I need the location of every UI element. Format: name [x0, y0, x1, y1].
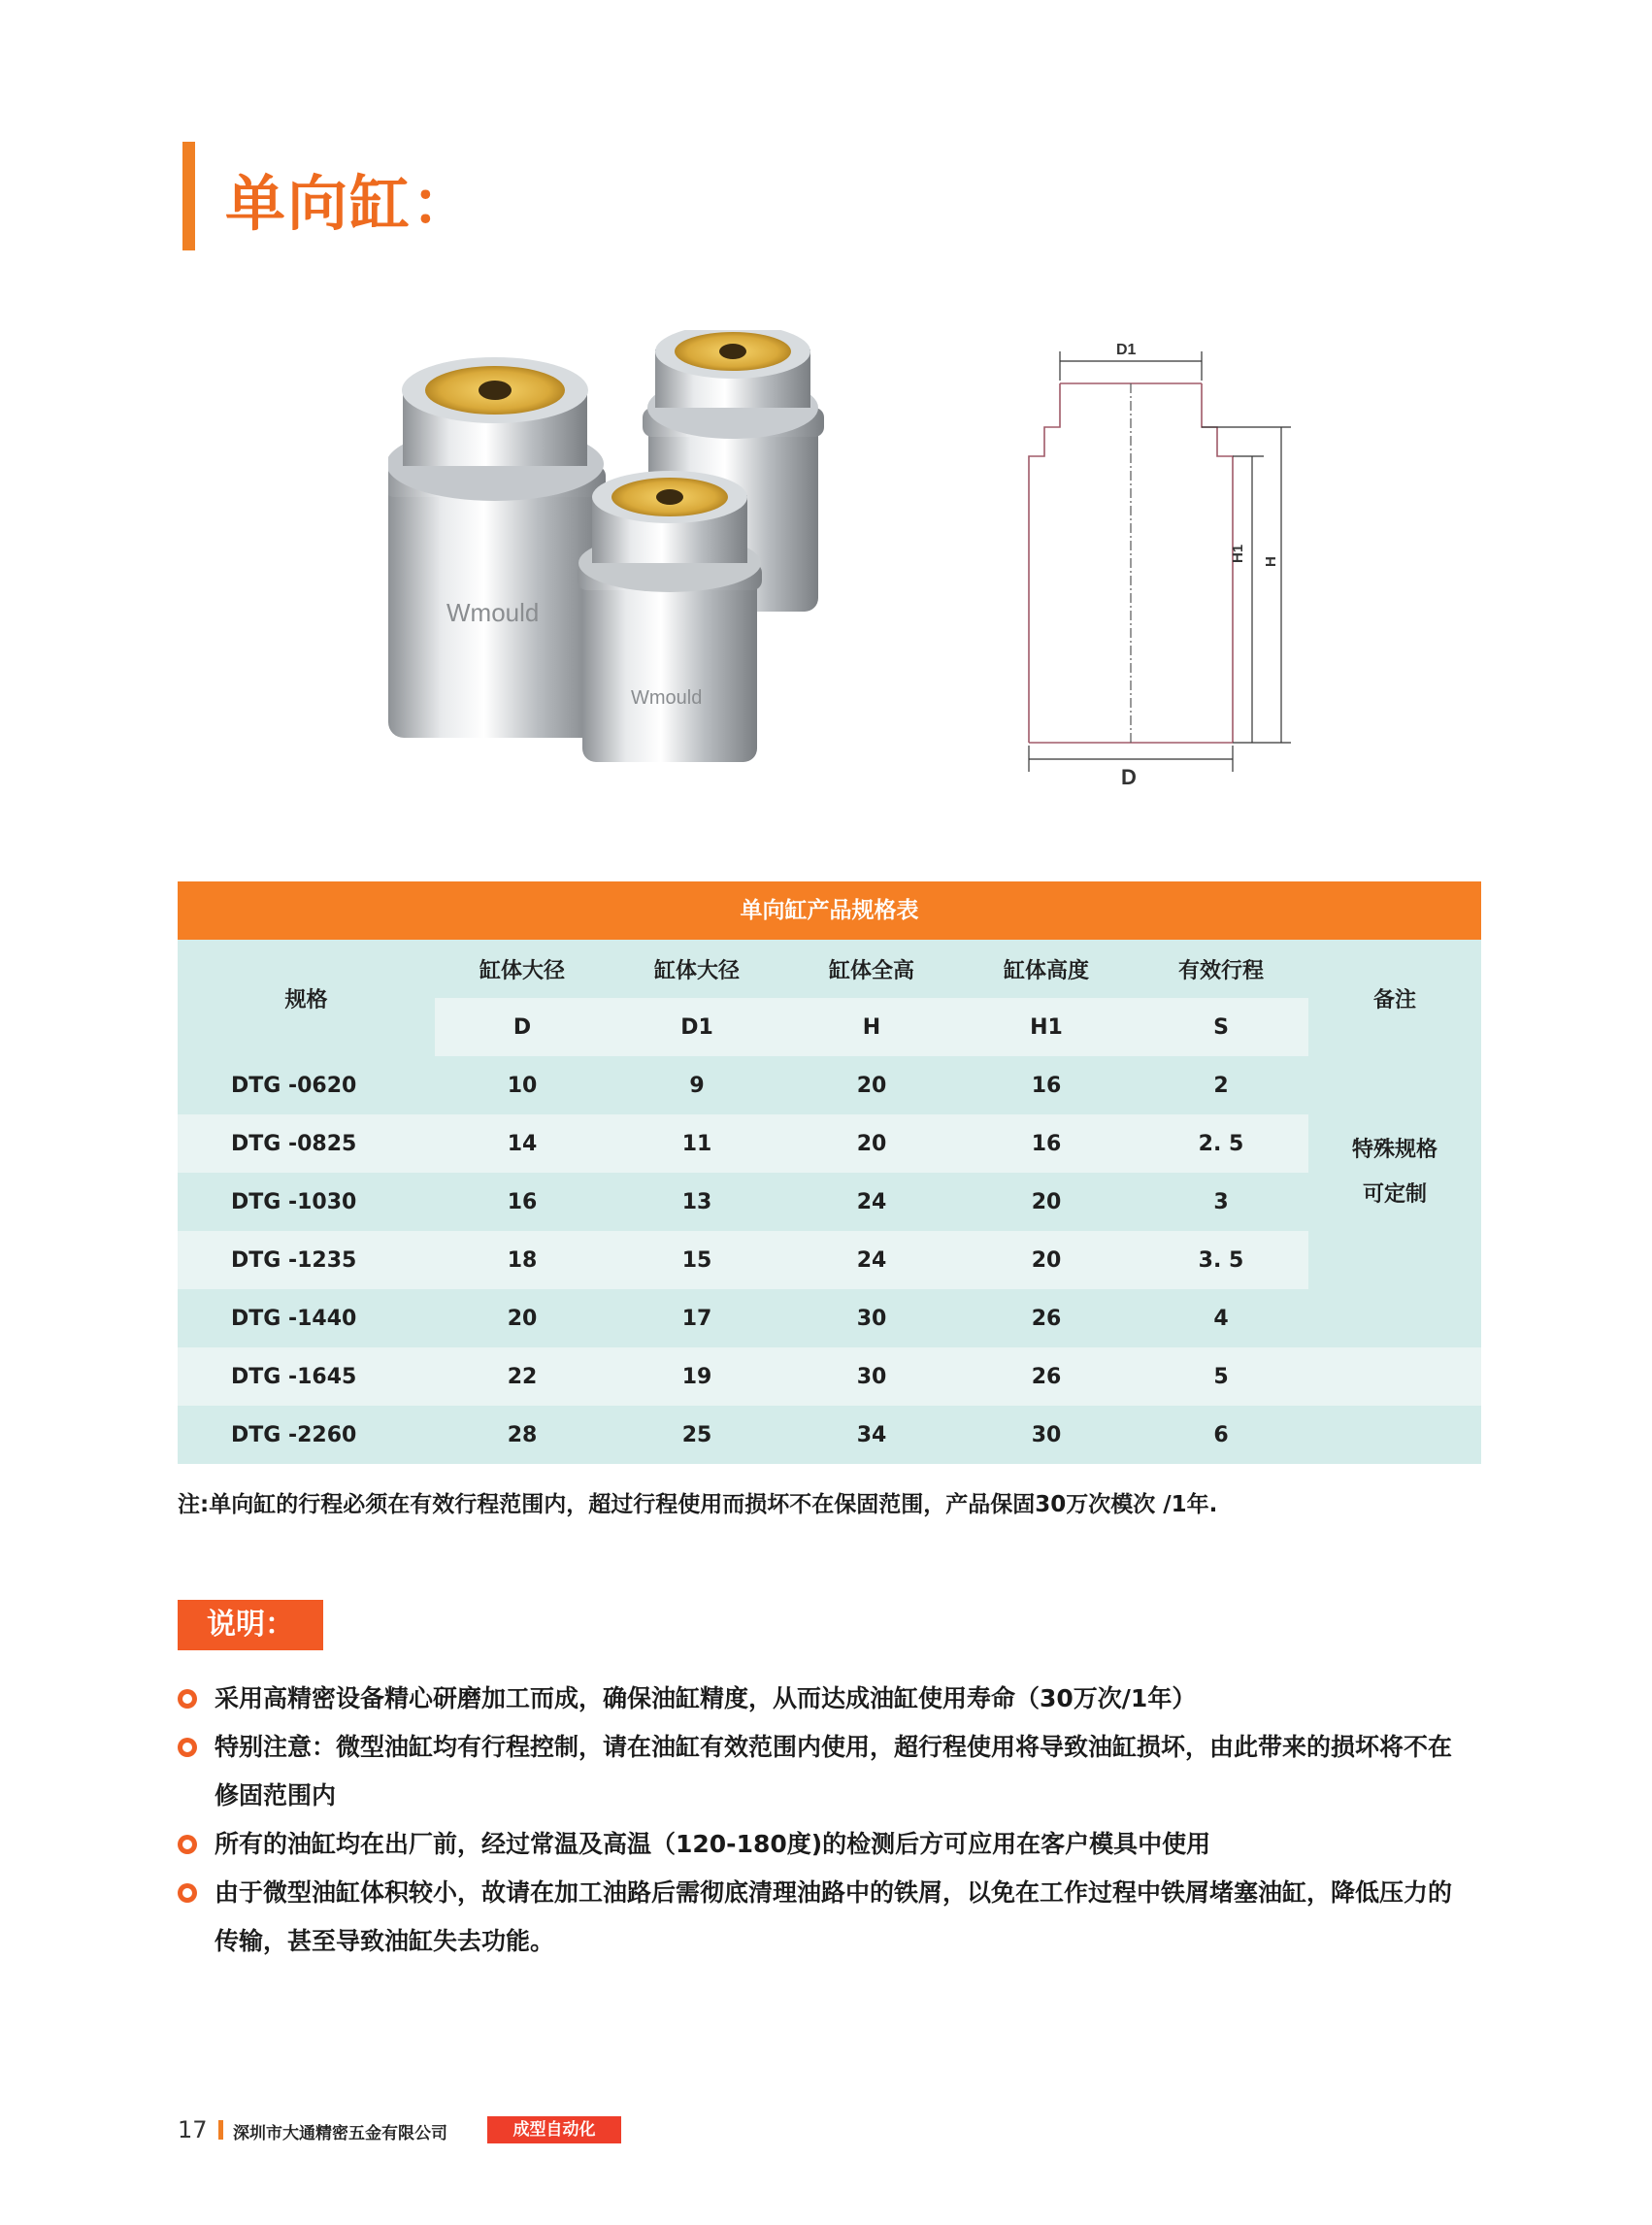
cell-value: 26: [959, 1347, 1134, 1406]
cell-value: 3: [1134, 1173, 1308, 1231]
header-top: 缸体全高: [784, 940, 959, 998]
dimension-drawing: [1009, 340, 1301, 786]
list-item: [178, 1869, 1469, 1966]
list-item: [178, 1723, 1469, 1820]
cell-value: 13: [610, 1173, 784, 1231]
brand-mark-front: Wmould: [631, 687, 703, 709]
cell-value: 25: [610, 1406, 784, 1464]
cell-value: 19: [610, 1347, 784, 1406]
cell-value: 24: [784, 1173, 959, 1231]
cell-value: 17: [610, 1289, 784, 1347]
page-number: 17: [178, 2116, 208, 2143]
cell-code: DTG -1645: [178, 1347, 435, 1406]
cell-value: 16: [959, 1114, 1134, 1173]
spec-table-wrap: [178, 881, 1481, 1464]
cell-value: 5: [1134, 1347, 1308, 1406]
footer-tag: 成型自动化: [487, 2116, 621, 2143]
cell-value: 16: [435, 1173, 610, 1231]
cell-value: 30: [959, 1406, 1134, 1464]
h1-label: H1: [1230, 544, 1246, 563]
cell-value: 18: [435, 1231, 610, 1289]
header-top: 缸体大径: [610, 940, 784, 998]
brand-mark-left: Wmould: [446, 598, 540, 627]
cell-code: DTG -2260: [178, 1406, 435, 1464]
bullet-text: 由于微型油缸体积较小，故请在加工油路后需彻底清理油路中的铁屑，以免在工作过程中铁屑堵塞油缸，降低压力的传输，甚至导致油缸失去功能。: [215, 1878, 1453, 1955]
cell-value: 26: [959, 1289, 1134, 1347]
header-top: 缸体高度: [959, 940, 1134, 998]
cylinder-front: [578, 471, 762, 762]
table-row: [178, 1406, 1481, 1464]
remark-empty: [1308, 1289, 1481, 1347]
table-header-row: [178, 940, 1481, 998]
cell-value: 3. 5: [1134, 1231, 1308, 1289]
cell-value: 2. 5: [1134, 1114, 1308, 1173]
header-sub: H1: [959, 998, 1134, 1056]
cell-value: 20: [959, 1231, 1134, 1289]
cell-value: 20: [959, 1173, 1134, 1231]
bullet-text: 所有的油缸均在出厂前，经过常温及高温（120-180度)的检测后方可应用在客户模具中使用: [215, 1830, 1211, 1858]
header-top: 有效行程: [1134, 940, 1308, 998]
cylinder-outline: [1029, 383, 1060, 743]
cell-value: 20: [435, 1289, 610, 1347]
cell-value: 6: [1134, 1406, 1308, 1464]
header-top: 缸体大径: [435, 940, 610, 998]
cell-value: 4: [1134, 1289, 1308, 1347]
table-row: [178, 1173, 1481, 1231]
list-item: [178, 1820, 1469, 1869]
header-sub: D1: [610, 998, 784, 1056]
section-tag: 说明：: [178, 1600, 323, 1650]
header-sub: S: [1134, 998, 1308, 1056]
cylinder-left: [388, 357, 606, 738]
bullet-icon: [178, 1689, 197, 1709]
cell-value: 9: [610, 1056, 784, 1114]
cell-value: 20: [784, 1114, 959, 1173]
cell-value: 28: [435, 1406, 610, 1464]
d1-label: D1: [1116, 342, 1137, 358]
cell-code: DTG -0620: [178, 1056, 435, 1114]
cell-code: DTG -1030: [178, 1173, 435, 1231]
cell-value: 30: [784, 1289, 959, 1347]
cell-value: 16: [959, 1056, 1134, 1114]
table-row: [178, 1347, 1481, 1406]
cell-code: DTG -1440: [178, 1289, 435, 1347]
cell-value: 30: [784, 1347, 959, 1406]
table-row: [178, 1114, 1481, 1173]
footer-company: 深圳市大通精密五金有限公司: [233, 2124, 447, 2143]
bullet-text: 采用高精密设备精心研磨加工而成，确保油缸精度，从而达成油缸使用寿命（30万次/1年）: [215, 1684, 1197, 1712]
table-row: [178, 1231, 1481, 1289]
title-accent-bar: [182, 142, 195, 250]
header-sub: H: [784, 998, 959, 1056]
table-row: [178, 1056, 1481, 1114]
bullet-icon: [178, 1738, 197, 1757]
cell-value: 20: [784, 1056, 959, 1114]
cell-value: 22: [435, 1347, 610, 1406]
remark-cell: [1308, 1056, 1481, 1289]
warranty-note: 注:单向缸的行程必须在有效行程范围内，超过行程使用而损坏不在保固范围，产品保固30万次模次 /1年.: [178, 1492, 1218, 1517]
cell-value: 11: [610, 1114, 784, 1173]
cell-value: 14: [435, 1114, 610, 1173]
spec-table: [178, 940, 1481, 1464]
list-item: [178, 1675, 1469, 1723]
page-title: 单向缸：: [225, 168, 475, 239]
bullet-icon: [178, 1835, 197, 1854]
table-row: [178, 1289, 1481, 1347]
cell-code: DTG -0825: [178, 1114, 435, 1173]
remark-empty: [1308, 1347, 1481, 1406]
header-sub: D: [435, 998, 610, 1056]
header-spec: 规格: [178, 940, 435, 1056]
cell-value: 10: [435, 1056, 610, 1114]
cell-value: 34: [784, 1406, 959, 1464]
cell-value: 15: [610, 1231, 784, 1289]
bullet-text: 特别注意：微型油缸均有行程控制，请在油缸有效范围内使用，超行程使用将导致油缸损坏，由此带来的损坏将不在修固范围内: [215, 1733, 1453, 1810]
h-dimensions: [1202, 427, 1291, 743]
d-label: D: [1121, 765, 1137, 786]
remark-empty: [1308, 1406, 1481, 1464]
table-title: 单向缸产品规格表: [178, 881, 1481, 940]
cell-value: 2: [1134, 1056, 1308, 1114]
remark-line: 特殊规格: [1351, 1138, 1437, 1162]
h-label: H: [1263, 556, 1279, 567]
bullet-list: [178, 1675, 1469, 1966]
footer-separator: [218, 2120, 223, 2140]
header-remark: 备注: [1308, 940, 1481, 1056]
product-photo: [388, 330, 835, 767]
remark-line: 可定制: [1362, 1182, 1427, 1207]
cell-value: 24: [784, 1231, 959, 1289]
bullet-icon: [178, 1883, 197, 1903]
cell-code: DTG -1235: [178, 1231, 435, 1289]
